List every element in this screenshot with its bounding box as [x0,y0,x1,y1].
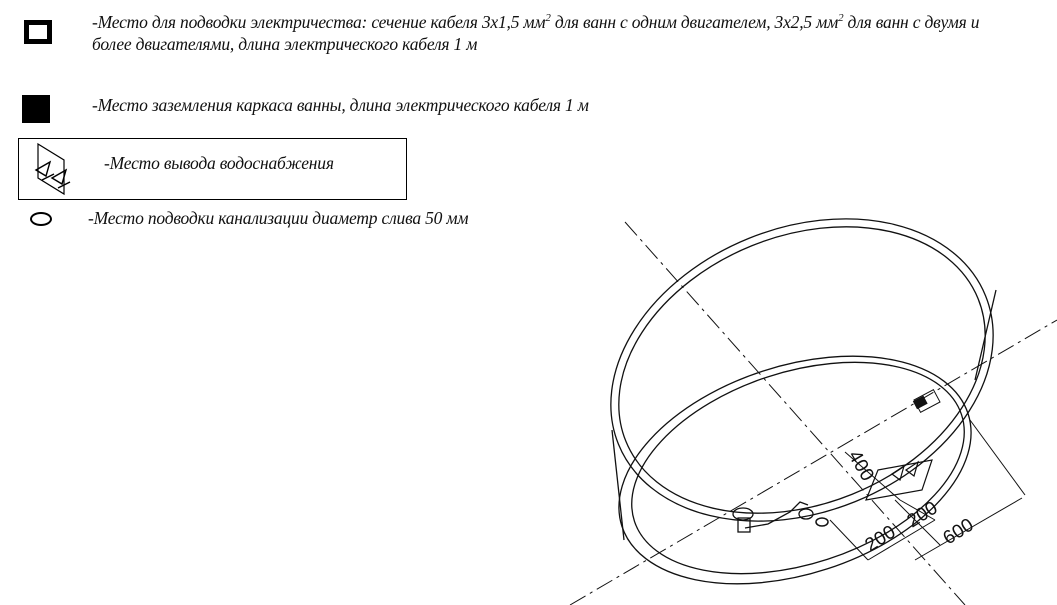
tub-water-valve-icon [866,460,932,500]
dim-200-left: 200 [861,521,900,557]
axis-short [570,320,1057,605]
tub-drain-mark [816,518,828,526]
dim-600: 600 [939,514,978,550]
tub-rim-inner [576,175,1029,566]
tub-drain-fitting [733,502,813,532]
grounding-legend-text: -Место заземления каркаса ванны, длина электрического кабеля 1 м [92,95,589,115]
tub-grounding-mark [913,390,940,413]
drain-legend-text: -Место подводки канализации диаметр слива 50 мм [88,208,469,228]
dim-200-right: 200 [903,497,942,533]
tub-base [590,315,1000,605]
water-legend-text: -Место вывода водоснабжения [104,153,334,173]
electric-legend-text: -Место для подводки электричества: сечение кабеля 3х1,5 $мм^2$ для ванн с одним двигателем, 3х2,5 $мм^2$ для ванн с двумя и более двигателями, длина электрического кабеля 1 м [92,12,980,54]
axis-long [625,222,965,605]
tub-rim-outer [565,164,1039,576]
dim-400: 400 [843,447,878,485]
tub-base-inner [605,324,991,605]
